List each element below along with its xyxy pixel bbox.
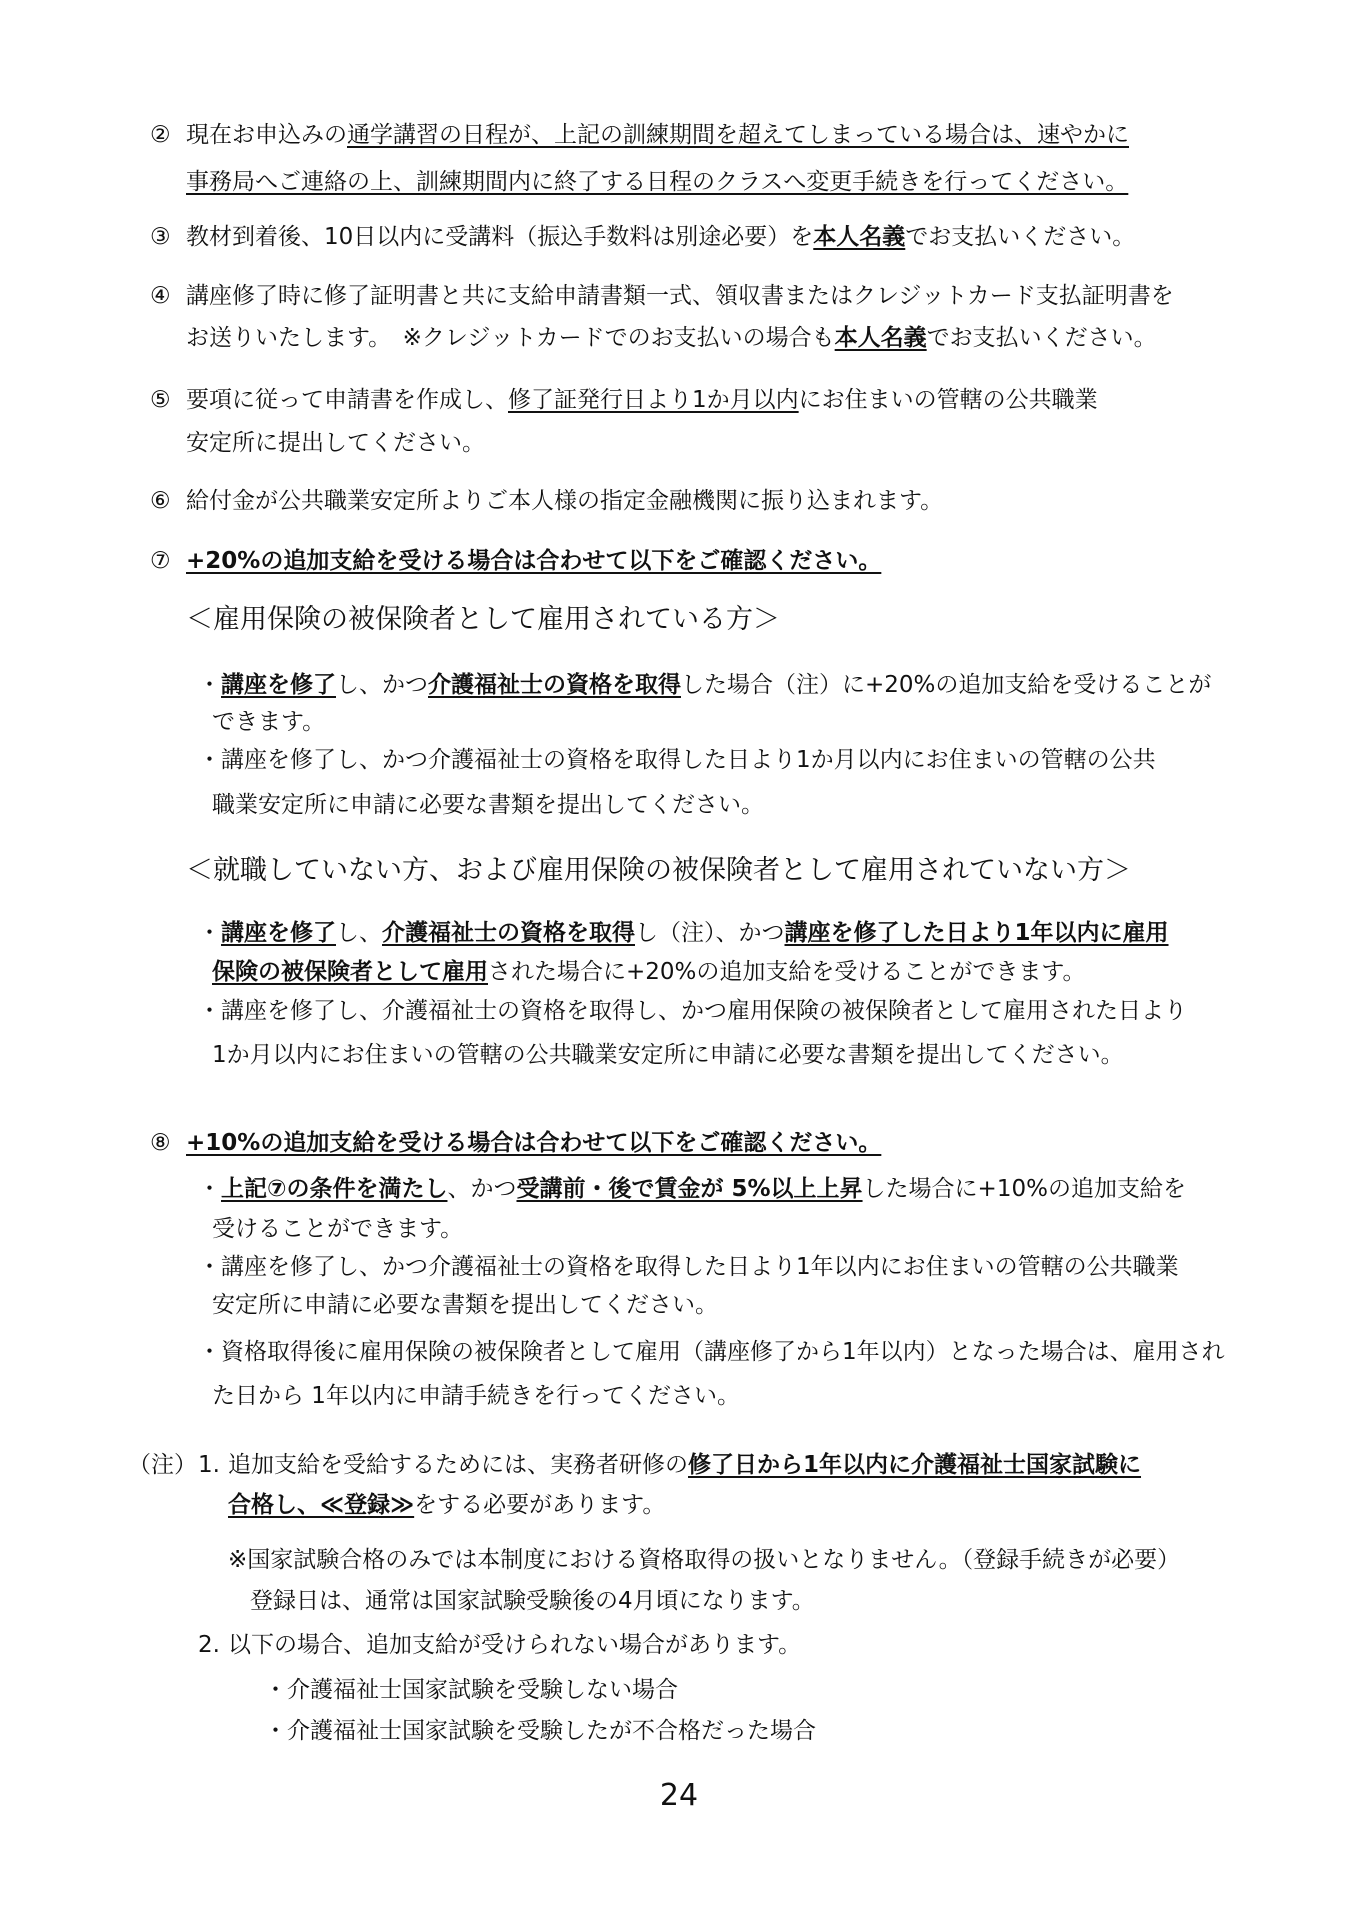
note-2-line-3: ・介護福祉士国家試験を受験したが不合格だった場合	[264, 1718, 816, 1744]
page-number: 24	[659, 1778, 699, 1813]
item-8-bullet-2-line-1: ・講座を修了し、かつ介護福祉士の資格を取得した日より1年以内にお住まいの管轄の公共職業	[198, 1254, 1179, 1280]
item-number: ⑤	[150, 387, 171, 413]
item-5-line-2: 安定所に提出してください。	[186, 430, 485, 456]
item-number: ④	[150, 283, 171, 309]
item-8-bullet-3-line-2: た日から 1年以内に申請手続きを行ってください。	[212, 1383, 740, 1409]
note-1-line-2: 合格し、≪登録≫をする必要があります。	[228, 1492, 666, 1518]
group-title-not-employed: ＜就職していない方、および雇用保険の被保険者として雇用されていない方＞	[186, 855, 1131, 886]
note-2-line-2: ・介護福祉士国家試験を受験しない場合	[264, 1677, 678, 1703]
note-1-line-3: ※国家試験合格のみでは本制度における資格取得の扱いとなりません。（登録手続きが必要）	[228, 1547, 1181, 1573]
group-not-employed-bullet-1-line-2: 保険の被保険者として雇用された場合に+20%の追加支給を受けることができます。	[212, 959, 1086, 985]
item-6: ⑥ 給付金が公共職業安定所よりご本人様の指定金融機関に振り込まれます。	[150, 488, 944, 514]
note-label: （注）	[128, 1452, 197, 1478]
group-employed-bullet-2-line-1: ・講座を修了し、かつ介護福祉士の資格を取得した日より1か月以内にお住まいの管轄の公共	[198, 747, 1156, 773]
group-employed-bullet-1-line-1: ・講座を修了し、かつ介護福祉士の資格を取得した場合（注）に+20%の追加支給を受けることが	[198, 672, 1212, 698]
note-2-line-1: 2. 以下の場合、追加支給が受けられない場合があります。	[198, 1632, 802, 1658]
item-4-line-1: ④ 講座修了時に修了証明書と共に支給申請書類一式、領収書またはクレジットカード支払証明書を	[150, 283, 1174, 309]
note-1-line-4: 登録日は、通常は国家試験受験後の4月頃になります。	[250, 1588, 815, 1614]
item-3: ③ 教材到着後、10日以内に受講料（振込手数料は別途必要）を本人名義でお支払いください。	[150, 224, 1136, 250]
item-number: ③	[150, 224, 171, 250]
item-7-heading: ⑦ +20%の追加支給を受ける場合は合わせて以下をご確認ください。	[150, 548, 882, 574]
group-employed-bullet-1-line-2: できます。	[212, 709, 326, 735]
group-title-employed: ＜雇用保険の被保険者として雇用されている方＞	[186, 604, 780, 635]
group-employed-bullet-2-line-2: 職業安定所に申請に必要な書類を提出してください。	[212, 792, 764, 818]
group-not-employed-bullet-1-line-1: ・講座を修了し、介護福祉士の資格を取得し（注）、かつ講座を修了した日より1年以内に雇用	[198, 920, 1169, 946]
item-5-line-1: ⑤ 要項に従って申請書を作成し、修了証発行日より1か月以内にお住まいの管轄の公共職業	[150, 387, 1098, 413]
item-2-line-2: 事務局へご連絡の上、訓練期間内に終了する日程のクラスへ変更手続きを行ってください。	[186, 169, 1129, 195]
item-4-line-2: お送りいたします。 ※クレジットカードでのお支払いの場合も本人名義でお支払いください。	[186, 325, 1157, 351]
item-number: ⑥	[150, 488, 171, 514]
item-number: ⑧	[150, 1130, 171, 1156]
item-8-heading: ⑧ +10%の追加支給を受ける場合は合わせて以下をご確認ください。	[150, 1130, 882, 1156]
item-number: ⑦	[150, 548, 171, 574]
item-8-bullet-2-line-2: 安定所に申請に必要な書類を提出してください。	[212, 1292, 718, 1318]
group-not-employed-bullet-2-line-2: 1か月以内にお住まいの管轄の公共職業安定所に申請に必要な書類を提出してください。	[212, 1042, 1124, 1068]
item-8-bullet-3-line-1: ・資格取得後に雇用保険の被保険者として雇用（講座修了から1年以内）となった場合は、雇用され	[198, 1339, 1225, 1365]
group-not-employed-bullet-2-line-1: ・講座を修了し、介護福祉士の資格を取得し、かつ雇用保険の被保険者として雇用された日より	[198, 998, 1187, 1024]
note-1-line-1: （注）1. 追加支給を受給するためには、実務者研修の修了日から1年以内に介護福祉士国家試験に	[128, 1452, 1142, 1478]
item-8-bullet-1-line-2: 受けることができます。	[212, 1216, 464, 1242]
item-8-bullet-1-line-1: ・上記⑦の条件を満たし、かつ受講前・後で賃金が 5%以上上昇した場合に+10%の追加支給を	[198, 1176, 1186, 1202]
item-2-line-1: ② 現在お申込みの通学講習の日程が、上記の訓練期間を超えてしまっている場合は、速やかに	[150, 122, 1129, 148]
item-number: ②	[150, 122, 171, 148]
